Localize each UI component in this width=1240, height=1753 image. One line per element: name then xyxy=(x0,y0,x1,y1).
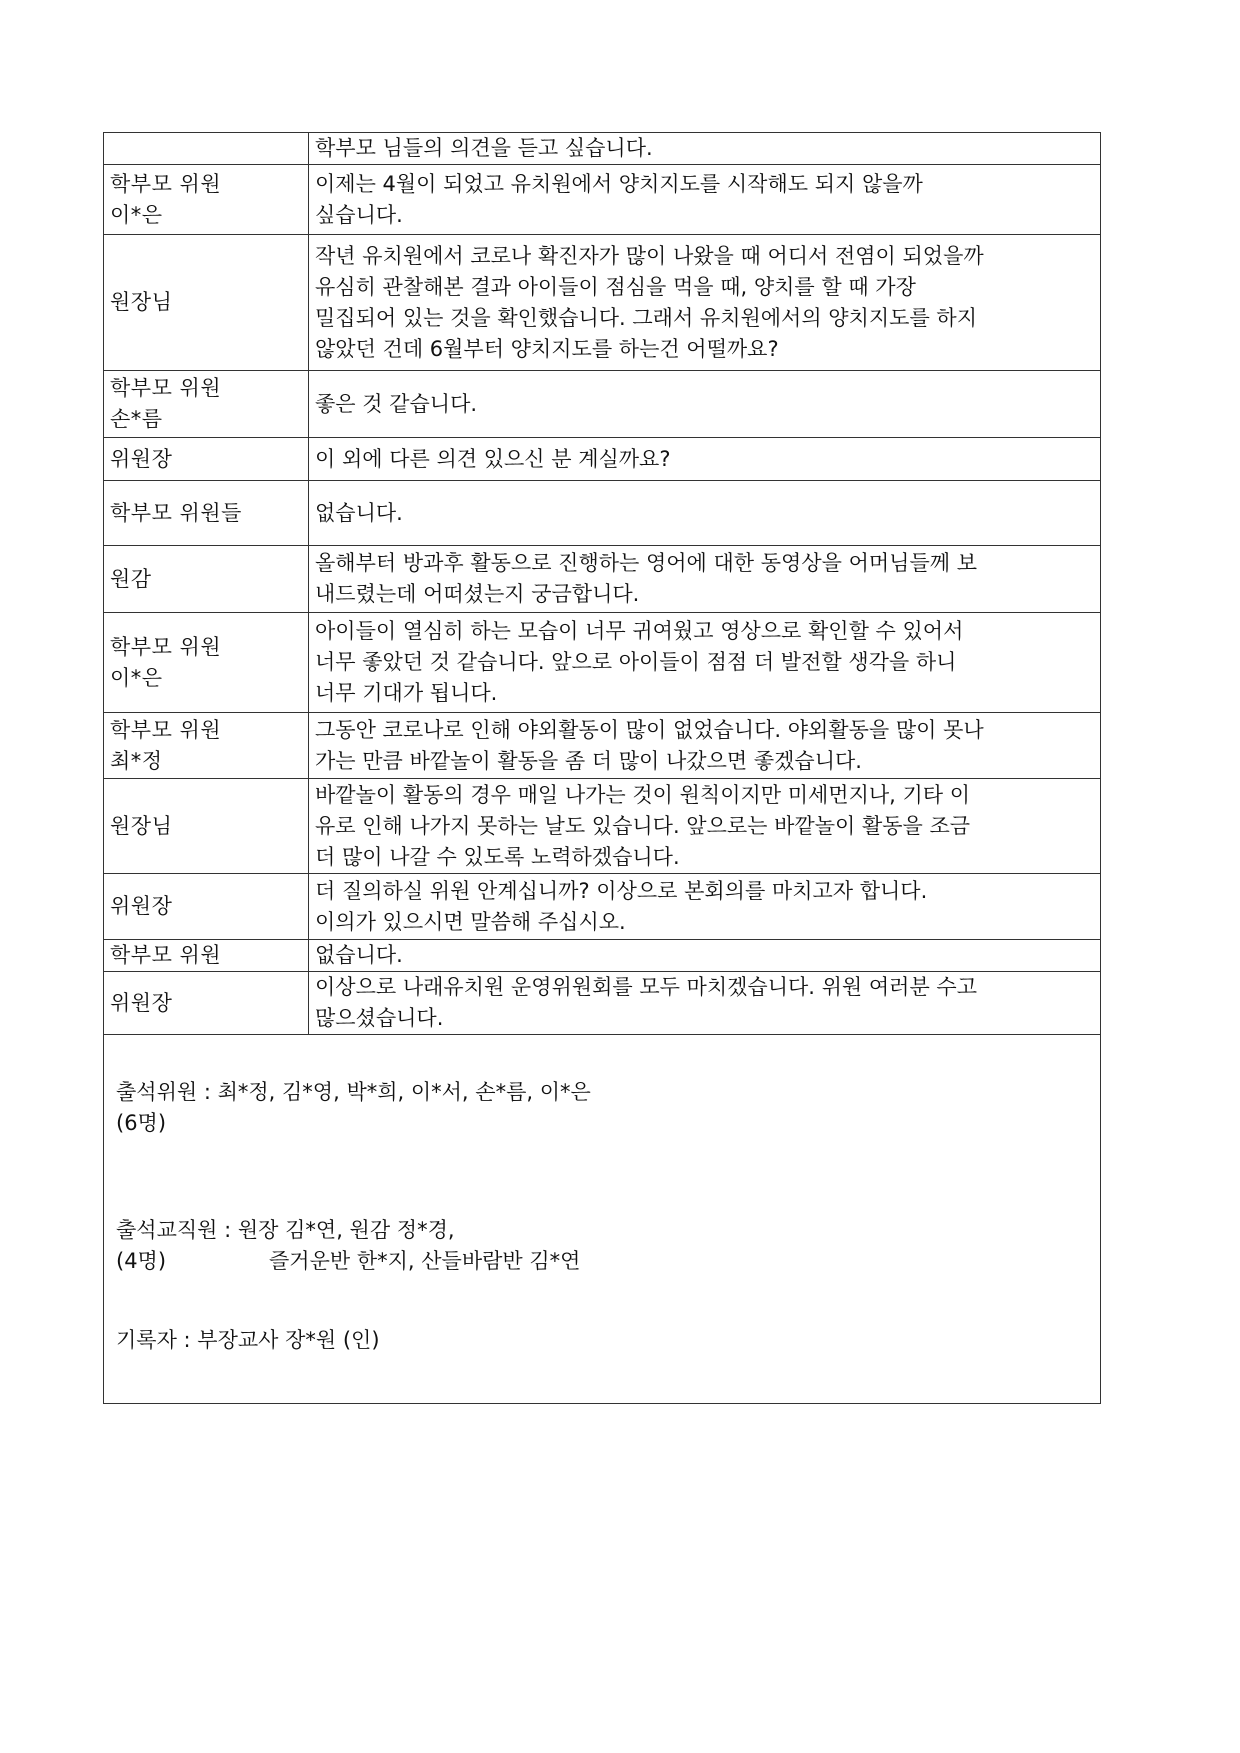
statement-line: 없습니다. xyxy=(315,943,403,967)
speaker-role: 학부모 위원 xyxy=(110,376,222,400)
statement-line: 이 외에 다른 의견 있으신 분 계실까요? xyxy=(315,446,671,471)
speaker-cell: 원장님 xyxy=(104,235,309,371)
table-row xyxy=(104,874,1101,940)
statement-line: 유심히 관찰해본 결과 아이들이 점심을 먹을 때, 양치를 할 때 가장 xyxy=(315,274,916,299)
separator: : xyxy=(176,1328,198,1352)
speaker-role: 학부모 위원 xyxy=(110,171,222,196)
statement-line: 너무 좋았던 것 같습니다. 앞으로 아이들이 점점 더 발전할 생각을 하니 xyxy=(315,650,957,674)
statement-cell xyxy=(309,481,1101,546)
speaker-name: 이*은 xyxy=(110,665,163,690)
statement-line: 아이들이 열심히 하는 모습이 너무 귀여웠고 영상으로 확인할 수 있어서 xyxy=(315,619,964,643)
statement-line: 없습니다. xyxy=(315,500,403,525)
statement-line: 않았던 건데 6월부터 양치지도를 하는건 어떨까요? xyxy=(315,336,779,361)
speaker-cell: 원장님 xyxy=(104,779,309,874)
table-row xyxy=(104,779,1101,874)
table-row xyxy=(104,371,1101,438)
table-row xyxy=(104,546,1101,613)
recorder-value: 부장교사 장*원 (인) xyxy=(197,1328,380,1352)
statement-line: 싶습니다. xyxy=(315,202,403,227)
attending-staff-line2: 즐거운반 한*지, 산들바람반 김*연 xyxy=(269,1249,581,1273)
speaker-cell: 위원장 xyxy=(104,438,309,481)
attending-members-count: (6명) xyxy=(116,1111,167,1135)
statement-line: 유로 인해 나가지 못하는 날도 있습니다. 앞으로는 바깥놀이 활동을 조금 xyxy=(315,813,971,838)
statement-cell xyxy=(309,713,1101,779)
table-row xyxy=(104,613,1101,713)
separator: : xyxy=(217,1218,238,1242)
statement-line: 좋은 것 같습니다. xyxy=(315,391,478,416)
table-row xyxy=(104,438,1101,481)
table-row xyxy=(104,481,1101,546)
speaker-cell xyxy=(104,713,309,779)
statement-cell xyxy=(309,940,1101,972)
attending-members-label: 출석위원 xyxy=(116,1080,198,1104)
speaker-role: 학부모 위원 xyxy=(110,634,222,659)
table-row xyxy=(104,165,1101,235)
statement-cell xyxy=(309,779,1101,874)
statement-line: 가는 만큼 바깥놀이 활동을 좀 더 많이 나갔으면 좋겠습니다. xyxy=(315,748,862,773)
attending-staff-label: 출석교직원 xyxy=(116,1218,218,1242)
attending-staff xyxy=(116,1215,580,1277)
statement-line: 밀집되어 있는 것을 확인했습니다. 그래서 유치원에서의 양치지도를 하지 xyxy=(315,305,977,330)
speaker-cell xyxy=(104,613,309,713)
statement-line: 더 많이 나갈 수 있도록 노력하겠습니다. xyxy=(315,844,680,869)
statement-cell xyxy=(309,874,1101,940)
attending-members xyxy=(116,1077,591,1139)
table-row xyxy=(104,133,1101,165)
separator: : xyxy=(197,1080,218,1104)
speaker-cell: 위원장 xyxy=(104,874,309,940)
speaker-name: 손*름 xyxy=(110,407,163,431)
attending-staff-count: (4명) xyxy=(116,1249,167,1273)
statement-line: 그동안 코로나로 인해 야외활동이 많이 없었습니다. 야외활동을 많이 못나 xyxy=(315,717,984,742)
speaker-cell: 원감 xyxy=(104,546,309,613)
attending-staff-line xyxy=(116,1215,580,1246)
attending-members-names: 최*정, 김*영, 박*희, 이*서, 손*름, 이*은 xyxy=(217,1080,591,1104)
speaker-cell: 학부모 위원들 xyxy=(104,481,309,546)
table-row xyxy=(104,972,1101,1035)
statement-line: 너무 기대가 됩니다. xyxy=(315,681,498,705)
table-row xyxy=(104,713,1101,779)
speaker-cell xyxy=(104,371,309,438)
statement-cell xyxy=(309,371,1101,438)
speaker-name: 최*정 xyxy=(110,748,163,773)
statement-cell xyxy=(309,613,1101,713)
recorder xyxy=(116,1325,380,1356)
attending-staff-line-2 xyxy=(116,1246,580,1277)
statement-line: 이제는 4월이 되었고 유치원에서 양치지도를 시작해도 되지 않을까 xyxy=(315,171,923,196)
statement-cell xyxy=(309,972,1101,1035)
speaker-role: 학부모 위원 xyxy=(110,717,222,742)
recorder-label: 기록자 xyxy=(116,1328,177,1352)
statement-line: 내드렸는데 어떠셨는지 궁금합니다. xyxy=(315,582,640,606)
statement-cell xyxy=(309,438,1101,481)
speaker-name: 이*은 xyxy=(110,202,163,227)
table-row xyxy=(104,235,1101,371)
meeting-minutes-page xyxy=(103,132,1101,1404)
attending-staff-line1: 원장 김*연, 원감 정*경, xyxy=(237,1218,455,1242)
table-row xyxy=(104,940,1101,972)
statement-line: 많으셨습니다. xyxy=(315,1006,444,1030)
statement-line: 학부모 님들의 의견을 듣고 싶습니다. xyxy=(315,136,653,160)
attendance-footer-row xyxy=(104,1035,1101,1404)
speaker-cell: 학부모 위원 xyxy=(104,940,309,972)
meeting-minutes-table xyxy=(103,132,1101,1404)
statement-cell xyxy=(309,133,1101,165)
speaker-cell: 위원장 xyxy=(104,972,309,1035)
statement-cell xyxy=(309,546,1101,613)
statement-line: 이의가 있으시면 말씀해 주십시오. xyxy=(315,909,626,934)
attending-members-line xyxy=(116,1077,591,1108)
statement-cell xyxy=(309,165,1101,235)
speaker-cell xyxy=(104,133,309,165)
statement-line: 이상으로 나래유치원 운영위원회를 모두 마치겠습니다. 위원 여러분 수고 xyxy=(315,975,977,999)
statement-cell xyxy=(309,235,1101,371)
statement-line: 더 질의하실 위원 안계십니까? 이상으로 본회의를 마치고자 합니다. xyxy=(315,878,928,903)
attendance-block xyxy=(114,1035,1090,1403)
speaker-cell xyxy=(104,165,309,235)
recorder-line xyxy=(116,1325,380,1356)
attendance-footer-cell xyxy=(104,1035,1101,1404)
statement-line: 작년 유치원에서 코로나 확진자가 많이 나왔을 때 어디서 전염이 되었을까 xyxy=(315,243,984,268)
statement-line: 올해부터 방과후 활동으로 진행하는 영어에 대한 동영상을 어머님들께 보 xyxy=(315,551,977,575)
statement-line: 바깥놀이 활동의 경우 매일 나가는 것이 원칙이지만 미세먼지나, 기타 이 xyxy=(315,782,971,807)
